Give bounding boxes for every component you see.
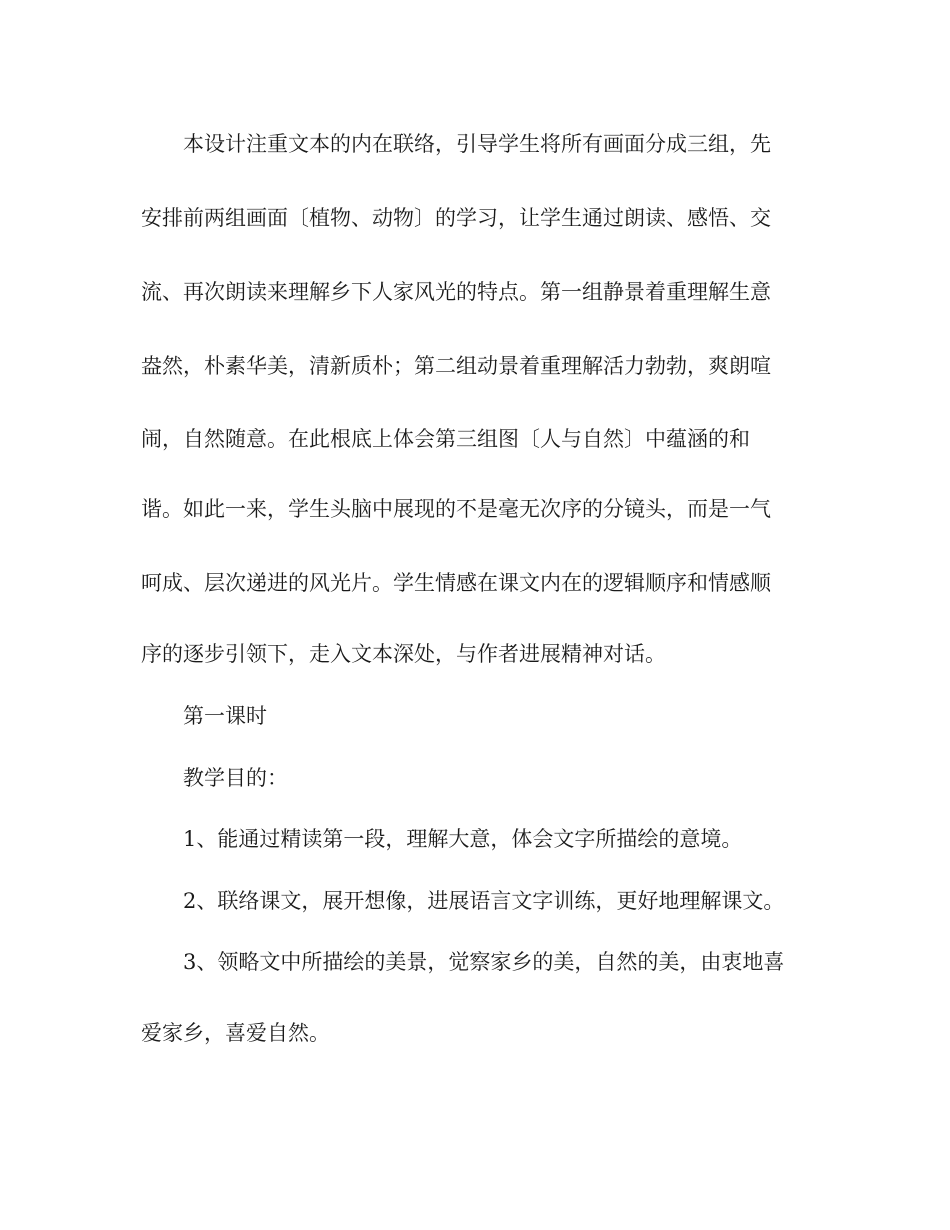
- goals-heading: 教学目的：: [183, 766, 288, 790]
- paragraph-line: 闹，自然随意。在此根底上体会第三组图〔人与自然〕中蕴涵的和: [141, 427, 750, 451]
- paragraph-line: 谐。如此一来，学生头脑中展现的不是毫无次序的分镜头，而是一气: [141, 497, 771, 521]
- goal-item-1: 1、能通过精读第一段，理解大意，体会文字所描绘的意境。: [183, 827, 743, 851]
- paragraph-line: 呵成、层次递进的风光片。学生情感在课文内在的逻辑顺序和情感顺: [141, 571, 771, 595]
- paragraph-line: 安排前两组画面〔植物、动物〕的学习，让学生通过朗读、感悟、交: [141, 206, 771, 230]
- goal-item-3: 3、领略文中所描绘的美景，觉察家乡的美，自然的美，由衷地喜: [183, 950, 785, 974]
- paragraph-line: 流、再次朗读来理解乡下人家风光的特点。第一组静景着重理解生意: [141, 280, 771, 304]
- goal-item-2: 2、联络课文，展开想像，进展语言文字训练，更好地理解课文。: [183, 889, 785, 913]
- goal-item-3-continuation: 爱家乡，喜爱自然。: [141, 1021, 330, 1045]
- lesson-heading: 第一课时: [183, 704, 267, 728]
- paragraph-line: 序的逐步引领下，走入文本深处，与作者进展精神对话。: [141, 642, 666, 666]
- paragraph-line: 本设计注重文本的内在联络，引导学生将所有画面分成三组，先: [183, 132, 771, 156]
- paragraph-line: 盎然，朴素华美，清新质朴；第二组动景着重理解活力勃勃，爽朗喧: [141, 354, 771, 378]
